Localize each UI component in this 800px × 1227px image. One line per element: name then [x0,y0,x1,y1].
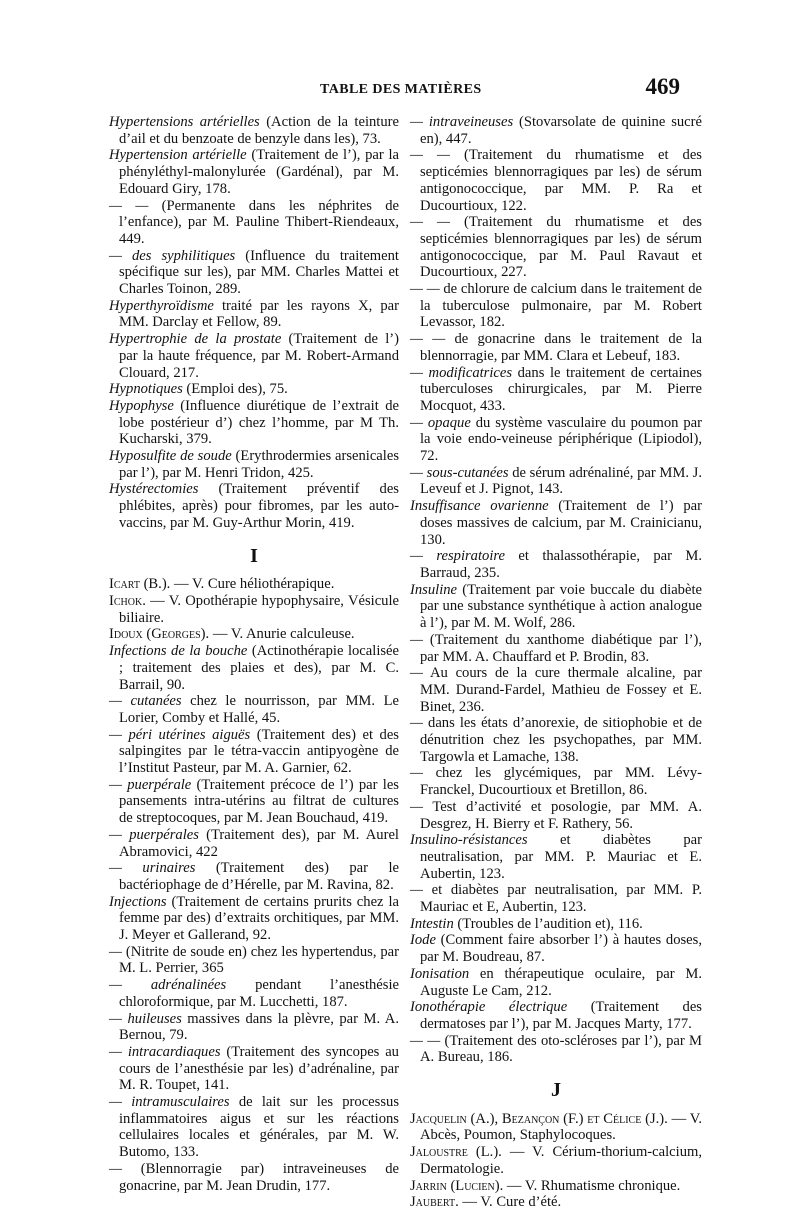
entry-heading: — intramusculaires [109,1094,230,1111]
index-entry [109,1094,399,1161]
entry-heading: Hypertensions artérielles [109,114,260,130]
index-entry [410,832,702,882]
index-entry [410,932,702,965]
entry-text: dans les états d’anorexie, de sitiophobie et de dénutrition chez les psychopathes, par MM. Targowla et Lamache, 138. [420,715,702,765]
index-entry [109,944,399,977]
entry-text: dans le traitement de certaines tuberculoses chirurgicales, par M. Pierre Mocquot, 433. [420,364,702,414]
entry-text: traité par les rayons X, par MM. Darclay et Fellow, 89. [119,297,399,331]
entry-heading: Jacquelin (A.), Bezançon (F.) et Célice (J.). [410,1110,668,1127]
entry-text: — V. Opothérapie hypophysaire, Vésicule biliaire. [119,592,399,626]
index-entry [109,147,399,197]
index-entry [410,916,702,933]
entry-heading: — intraveineuses [410,114,514,130]
entry-heading: Icart (B.). [109,576,171,593]
entry-heading: Hypertension artérielle [109,147,247,164]
entry-heading: Hyperthyroïdisme [109,297,214,314]
entry-text: (Traitement précoce de l’) par les pansements intra-utérins au filtrat de cultures de streptocoques, par M. Jean Bouchaud, 419. [119,776,399,827]
entry-text: (Traitement de l’) par la haute fréquence, par M. Robert-Armand Clouard, 217. [119,331,399,381]
index-entry [410,665,702,715]
entry-text: (Traitement du rhumatisme et des septicémies blennorragiques par les) de sérum antigonococcique, par MM. P. Ra et Ducourtioux, 122. [420,147,702,214]
index-entry [109,727,399,777]
entry-heading: — [109,943,122,960]
entry-text: — V. Cure d’été. [458,1194,562,1211]
entry-text: (Actinothérapie localisée ; traitement des plaies et des), par M. C. Barrail, 90. [119,643,400,693]
index-entry [410,214,702,281]
entry-text: (Traitement du xanthome diabétique par l’), par MM. A. Chauffard et P. Brodin, 83. [420,631,702,665]
index-entry [109,398,399,448]
entry-heading: — — [410,1032,441,1049]
entry-heading: — [410,631,423,648]
entry-heading: — — [410,147,450,164]
index-entry [109,481,399,531]
index-column-left [109,114,399,1194]
entry-heading: Jaubert. [410,1194,459,1211]
entry-heading: Insuline [410,581,458,598]
entry-text: (Traitement préventif des phlébites, après) pour fibromes, par les auto-vaccins, par M. Guy-Arthur Morin, 419. [119,481,399,531]
index-entry [410,799,702,832]
entry-heading: Hystérectomies [109,481,199,498]
entry-heading: Hyposulfite de soude [109,448,232,465]
entry-heading: — puerpérales [109,826,199,843]
entry-heading: Iode [410,932,436,949]
index-entry [109,643,399,693]
entry-heading: — respiratoire [410,548,506,565]
entry-heading: Idoux (Georges). [109,626,210,643]
entry-text: — V. Abcès, Poumon, Staphylocoques. [420,1110,703,1144]
index-entry [109,448,399,481]
entry-text: et diabètes par neutralisation, par MM. P. Mauriac et E, Aubertin, 123. [420,882,702,916]
entry-text: (Action de la teinture d’ail et du benzoate de benzyle dans les), 73. [119,114,399,147]
entry-text: (Traitement des oto-scléroses par l’), par M A. Bureau, 186. [420,1032,702,1066]
entry-text: — V. Cure héliothérapique. [170,576,335,593]
entry-heading: Infections de la bouche [109,643,248,660]
entry-heading: Jaloustre (L.). [410,1144,502,1161]
section-letter-i: I [250,544,258,567]
entry-text: (Comment faire absorber l’) à hautes doses, par M. Boudreau, 87. [420,932,702,966]
entry-heading: Ionothérapie électrique [410,999,568,1016]
entry-text: en thérapeutique oculaire, par M. Auguste Le Cam, 212. [420,965,702,999]
entry-heading: Jarrin (Lucien). [410,1177,504,1194]
entry-text: chez les glycémiques, par MM. Lévy-Franckel, Ducourtioux et Bretillon, 86. [420,765,702,799]
entry-text: (Troubles de l’audition et), 116. [453,915,643,932]
index-entry [410,1178,702,1195]
index-entry [410,765,702,798]
index-entry [410,331,702,364]
entry-text: chez le nourrisson, par MM. Le Lorier, Comby et Hallé, 45. [119,693,399,726]
index-entry [410,715,702,765]
entry-text: (Traitement des syncopes au cours de l’anesthésie par les) d’adrénaline, par M. R. Toupet, 141. [119,1043,399,1094]
entry-text: massives dans la plèvre, par M. A. Bernou, 79. [119,1010,399,1044]
index-entry [109,593,399,626]
entry-heading: — des syphilitiques [109,247,236,264]
index-entry [109,894,399,944]
entry-text: du système vasculaire du poumon par la voie endo-veineuse périphérique (Lipiodol), 72. [420,414,702,465]
entry-text: (Traitement de l’) par doses massives de calcium, par M. Crainicianu, 130. [420,498,702,548]
index-entry [109,693,399,726]
entry-heading: — — [410,281,440,298]
entry-text: (Influence diurétique de l’extrait de lobe postérieur d’) chez l’homme, par M Th. Kucharski, 379. [119,397,399,448]
page-number: 469 [645,74,680,99]
entry-heading: — huileuses [109,1010,182,1027]
index-entry [410,582,702,632]
entry-heading: — [410,665,423,682]
section-letter-j: J [551,1079,561,1102]
entry-text: et diabètes par neutralisation, par MM. P. Mauriac et E. Aubertin, 123. [420,832,702,882]
entry-heading: — urinaires [109,860,196,877]
entry-text: (Traitement des) par le bactériophage de d’Hérelle, par M. Ravina, 82. [119,860,399,893]
entry-heading: — cutanées [109,693,182,710]
entry-text: (Traitement de l’), par la phényléthyl-malonylurée (Gardénal), par M. Edouard Giry, 178. [119,147,399,197]
index-entry [410,498,702,548]
running-head: TABLE DES MATIÈRES [320,82,482,97]
entry-heading: — adrénalinées [109,977,227,994]
entry-text: (Nitrite de soude en) chez les hypertendus, par M. L. Perrier, 365 [119,943,399,977]
entry-heading: — [410,798,423,815]
entry-heading: Insulino-résistances [410,832,528,849]
index-entry [109,381,399,398]
index-entry [109,576,399,593]
entry-heading: — modificatrices [410,364,513,381]
index-entry [109,777,399,827]
index-entry [410,147,702,214]
entry-heading: — opaque [410,414,471,431]
entry-text: (Permanente dans les néphrites de l’enfance), par M. Pauline Thibert-Riendeaux, 449. [119,197,399,247]
index-entry [410,966,702,999]
index-entry [410,1194,702,1211]
index-entry [109,827,399,860]
index-entry [109,1011,399,1044]
entry-heading: Ionisation [410,965,470,982]
index-entry [109,198,399,248]
entry-heading: Intestin [410,915,454,932]
index-entry [410,365,702,415]
index-entry [109,1044,399,1094]
entry-text: Test d’activité et posologie, par MM. A. Desgrez, H. Bierry et F. Rathery, 56. [420,798,702,832]
index-entry [109,298,399,331]
entry-text: — V. Cérium-thorium-calcium, Dermatologie. [420,1144,702,1177]
index-entry [410,415,702,465]
entry-heading: — intracardiaques [109,1043,221,1060]
entry-heading: — [109,1160,122,1177]
index-entry [109,114,399,147]
entry-heading: — [410,765,423,782]
entry-text: et thalassothérapie, par M. Barraud, 235. [420,548,702,581]
index-entry [109,626,399,643]
entry-text: (Traitement des dermatoses par l’), par M. Jacques Marty, 177. [420,999,702,1032]
index-entry [109,331,399,381]
entry-text: de chlorure de calcium dans le traitement de la tuberculose pulmonaire, par M. Robert Levassor, 182. [420,281,702,331]
entry-text: (Blennorragie par) intraveineuses de gonacrine, par M. Jean Drudin, 177. [119,1160,399,1194]
entry-text: pendant l’anesthésie chloroformique, par M. Lucchetti, 187. [119,977,399,1010]
entry-heading: Hypnotiques [109,381,183,398]
entry-text: (Traitement des) et des salpingites par le tétra-vaccin antipyogène de l’Institut Pasteur, par M. A. Garnier, 62. [119,726,399,777]
index-entry [410,465,702,498]
entry-heading: — péri utérines aiguës [109,726,251,743]
entry-heading: Hypertrophie de la prostate [109,331,282,348]
index-entry [410,1111,702,1144]
index-entry [109,248,399,298]
entry-heading: Insuffisance ovarienne [410,498,549,515]
index-entry [410,1144,702,1177]
index-entry [109,977,399,1010]
entry-text: — V. Rhumatisme chronique. [503,1177,681,1194]
entry-text: (Influence du traitement spécifique sur les), par MM. Charles Mattei et Charles Toinon, 289. [119,247,399,298]
entry-heading: — [410,715,423,732]
entry-text: (Traitement du rhumatisme et des septicémies blennorragiques par les) de sérum antigonococcique, par M. Paul Ravaut et Ducourtioux, 227. [420,214,702,281]
index-entry [109,860,399,893]
entry-heading: Ichok. [109,592,146,609]
index-entry [410,114,702,147]
index-entry [410,999,702,1032]
index-entry [410,882,702,915]
entry-text: (Traitement de certains prurits chez la femme par des) d’extraits orchitiques, par MM. J. Meyer et Gallerand, 92. [119,893,399,944]
entry-heading: — sous-cutanées [410,464,509,481]
entry-text: de lait sur les processus inflammatoires aigus et sur les réactions cellulaires locales et générales, par M. W. Butomo, 133. [119,1094,399,1161]
index-column-right [410,114,702,1211]
index-entry [410,632,702,665]
index-entry [410,281,702,331]
entry-text: (Traitement des), par M. Aurel Abramovici, 422 [119,826,399,860]
entry-text: de gonacrine dans le traitement de la blennorragie, par MM. Clara et Lebeuf, 183. [420,331,702,364]
index-entry [109,1161,399,1194]
entry-text: — V. Anurie calculeuse. [209,626,355,643]
entry-text: de sérum adrénaliné, par MM. J. Leveuf et J. Pignot, 143. [420,464,703,498]
entry-text: (Stovarsolate de quinine sucré en), 447. [420,114,702,147]
entry-text: Au cours de la cure thermale alcaline, par MM. Durand-Fardel, Mathieu de Fossey et E. Binet, 236. [420,665,702,715]
entry-heading: Injections [109,893,167,910]
entry-heading: — [410,882,423,899]
page-header [250,74,680,108]
index-entry [410,548,702,581]
index-entry [410,1033,702,1066]
entry-heading: Hypophyse [109,397,174,414]
entry-text: (Emploi des), 75. [182,381,288,398]
entry-heading: — — [410,214,450,231]
entry-heading: — — [410,331,446,348]
entry-text: (Traitement par voie buccale du diabète par une substance synthétique à action analogue à l’), par M. M. Wolf, 286. [420,581,702,632]
entry-heading: — — [109,197,149,214]
entry-heading: — puerpérale [109,776,192,793]
entry-text: (Erythrodermies arsenicales par l’), par M. Henri Tridon, 425. [119,448,399,481]
